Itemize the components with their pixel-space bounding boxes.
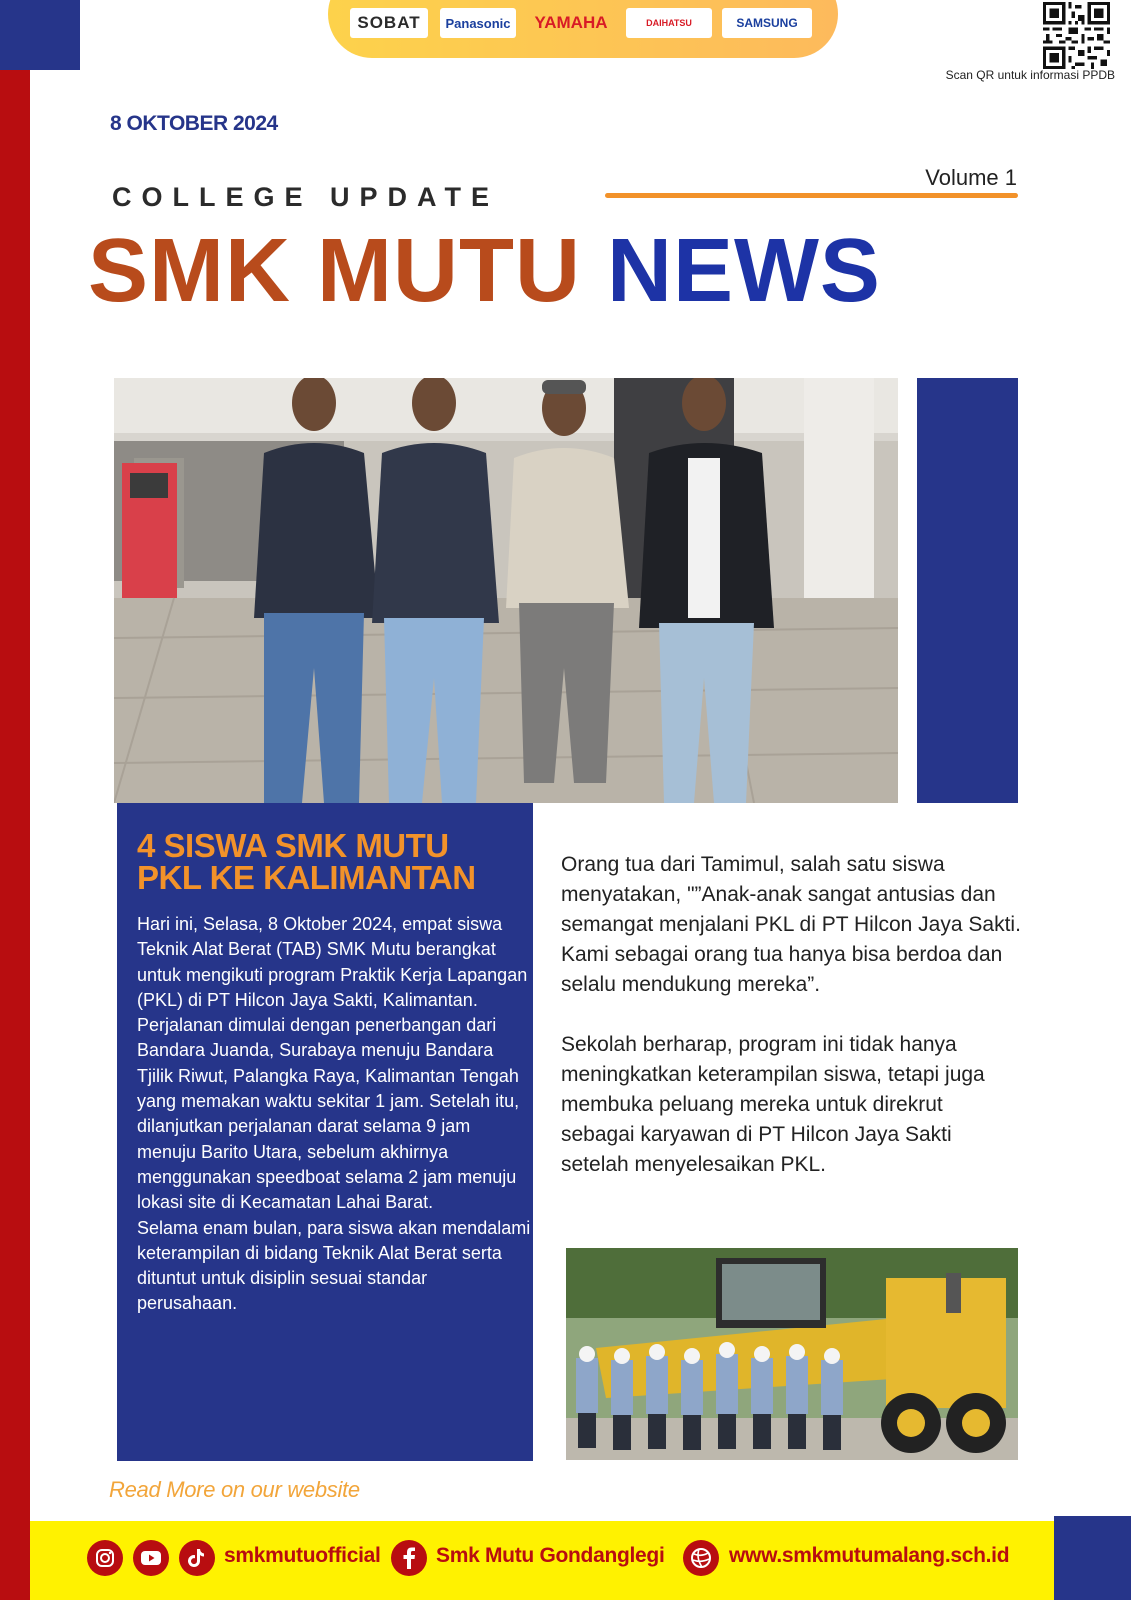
headline-line-1: 4 SISWA SMK MUTU xyxy=(137,827,449,864)
issue-date: 8 OKTOBER 2024 xyxy=(110,112,278,135)
article-headline xyxy=(137,827,527,896)
closing-paragraph: Sekolah berharap, program ini tidak hanya meningkatkan keterampilan siswa, tetapi juga membuka peluang mereka untuk direkrut sebagai karyawan di PT Hilcon Jaya Sakti setelah menyelesaikan PKL. xyxy=(561,1033,985,1176)
instagram-icon[interactable] xyxy=(87,1540,123,1576)
article-paragraph: Selama enam bulan, para siswa akan mendalami keterampilan di bidang Teknik Alat Berat serta dituntut untuk disiplin sesuai standar perusahaan. xyxy=(137,1217,531,1314)
facebook-page[interactable]: Smk Mutu Gondanglegi xyxy=(436,1544,665,1567)
read-more-link[interactable]: Read More on our website xyxy=(109,1477,360,1502)
grader-photo xyxy=(566,1248,1018,1460)
article-right-column xyxy=(561,850,1021,1210)
side-accent-bar xyxy=(917,378,1018,803)
masthead-part1: SMK MUTU xyxy=(88,221,581,321)
daihatsu-logo: DAIHATSU xyxy=(626,8,712,38)
sobat-logo: SOBAT xyxy=(350,8,428,38)
section-label: COLLEGE UPDATE xyxy=(112,182,500,212)
youtube-icon[interactable] xyxy=(133,1540,169,1576)
qr-caption: Scan QR untuk informasi PPDB xyxy=(945,68,1115,82)
volume-underline xyxy=(605,193,1018,198)
facebook-icon[interactable] xyxy=(391,1540,427,1576)
volume-label: Volume 1 xyxy=(925,165,1017,190)
samsung-logo: SAMSUNG xyxy=(722,8,812,38)
website-link[interactable]: www.smkmutumalang.sch.id xyxy=(729,1544,1010,1567)
masthead-part2: NEWS xyxy=(606,221,881,321)
corner-block-bottom xyxy=(1054,1516,1131,1600)
hero-photo xyxy=(114,378,898,803)
panasonic-logo: Panasonic xyxy=(440,8,516,38)
social-handle[interactable]: smkmutuofficial xyxy=(224,1544,381,1567)
parent-quote: Orang tua dari Tamimul, salah satu siswa menyatakan, "”Anak-anak sangat antusias dan semangat menjalani PKL di PT Hilcon Jaya Sakti. Kami sebagai orang tua hanya bisa berdoa dan selalu mendukung mereka”. xyxy=(561,853,1021,996)
tiktok-icon[interactable] xyxy=(179,1540,215,1576)
article-body xyxy=(137,912,532,1317)
corner-block xyxy=(0,0,80,70)
headline-line-2: PKL KE KALIMANTAN xyxy=(137,859,476,896)
yamaha-logo: YAMAHA xyxy=(534,13,608,32)
qr-code-icon[interactable] xyxy=(1043,2,1110,69)
article-paragraph: Hari ini, Selasa, 8 Oktober 2024, empat siswa Teknik Alat Berat (TAB) SMK Mutu berangkat untuk mengikuti program Praktik Kerja Lapangan (PKL) di PT Hilcon Jaya Sakti, Kalimantan. Perjalanan dimulai dengan penerbangan dari Bandara Juanda, Surabaya menuju Bandara Tjilik Riwut, Palangka Raya, Kalimantan Tengah yang memakan waktu sekitar 1 jam. Setelah itu, dilanjutkan perjalanan darat selama 9 jam menuju Barito Utara, sebelum akhirnya menggunakan speedboat selama 2 jam menuju lokasi site di Kecamatan Lahai Barat. xyxy=(137,914,528,1213)
left-red-stripe xyxy=(0,70,30,1600)
web-icon[interactable] xyxy=(683,1540,719,1576)
masthead-title xyxy=(88,215,881,327)
